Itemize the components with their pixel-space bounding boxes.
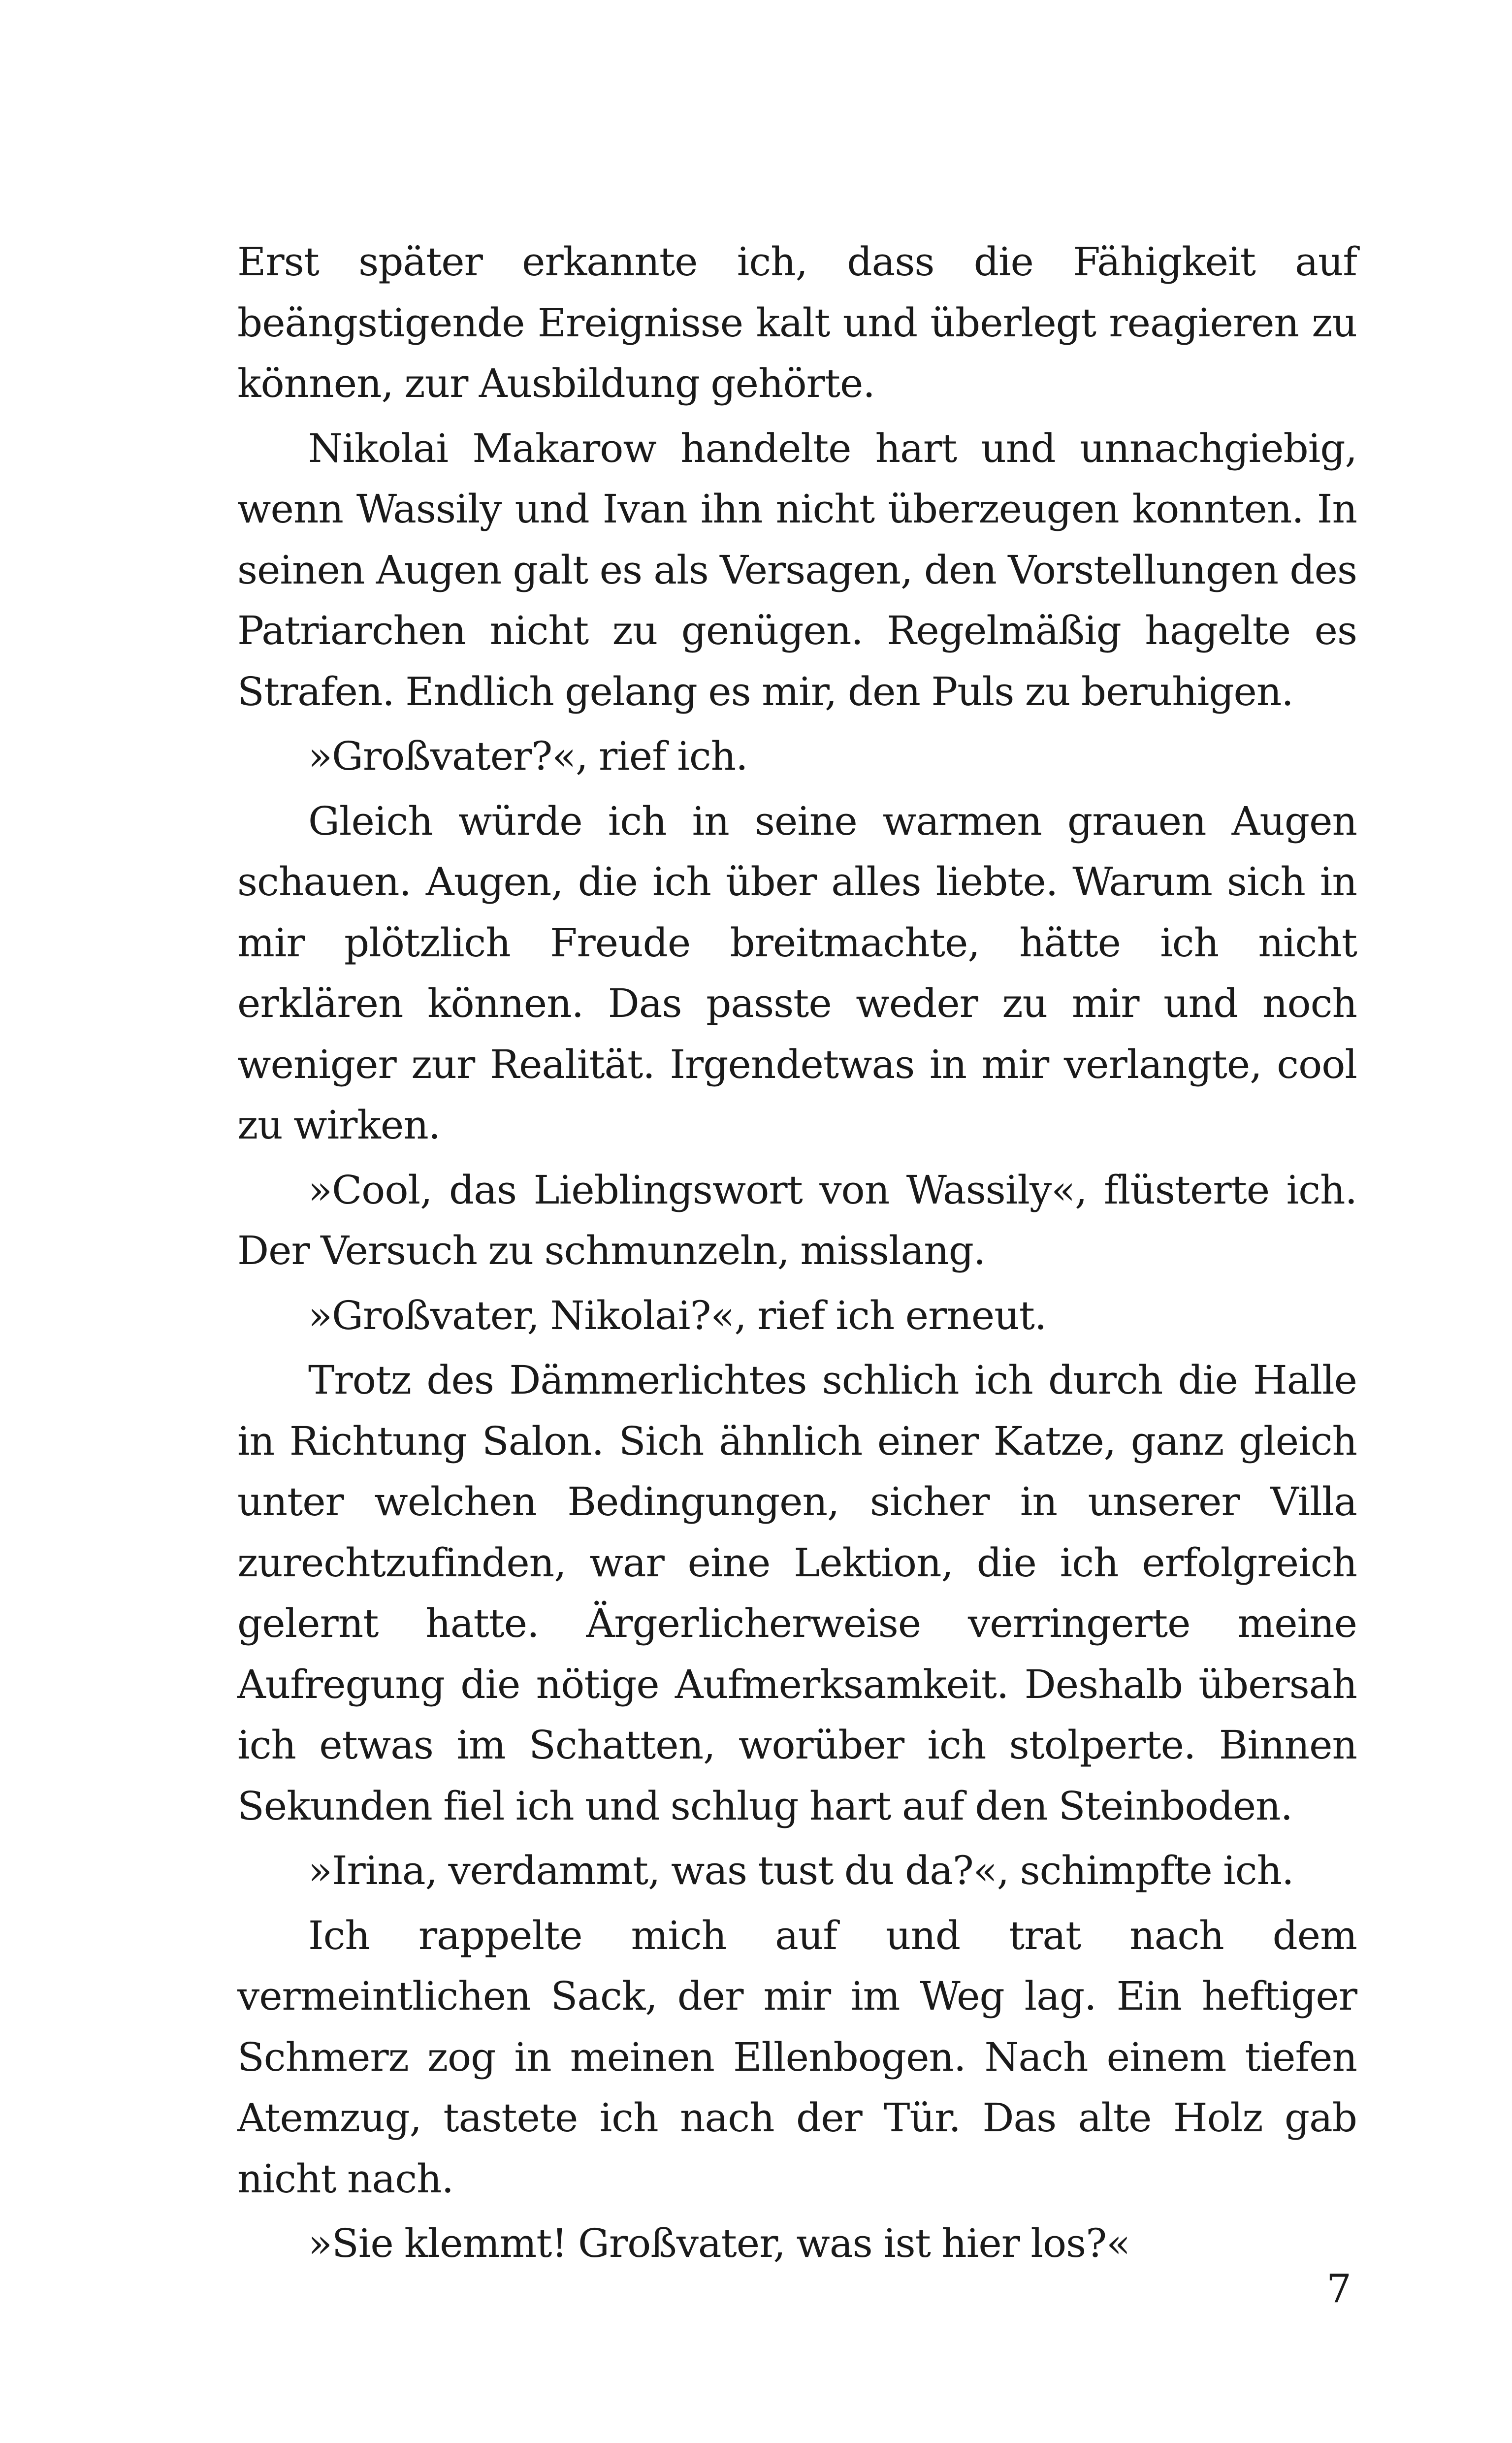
paragraph: Ich rappelte mich auf und trat nach dem vermeintlichen Sack, der mir im Weg lag. Ein heftiger Schmerz zog in meinen Ellenbogen. Nach einem tiefen Atemzug, tastete ich nach der Tür. Das alte Holz gab nicht nach.	[237, 1912, 1357, 2202]
dialogue-line: »Sie klemmt! Großvater, was ist hier los?«	[308, 2220, 1130, 2266]
paragraph: Trotz des Dämmerlichtes schlich ich durch die Halle in Richtung Salon. Sich ähnlich einer Katze, ganz gleich unter welchen Bedingungen, sicher in unserer Villa zurechtzufinden, war eine Lektion, die ich erfolgreich gelernt hatte. Ärgerlicherweise verringerte meine Aufregung die nötige Aufmerksamkeit. Deshalb übersah ich etwas im Schatten, worüber ich stolperte. Binnen Sekunden fiel ich und schlug hart auf den Steinboden.	[237, 1357, 1357, 1829]
paragraph: Gleich würde ich in seine warmen grauen Augen schauen. Augen, die ich über alles liebte. Warum sich in mir plötzlich Freude breitmachte, hätte ich nicht erklären können. Das passte weder zu mir und noch weniger zur Realität. Irgendetwas in mir verlangte, cool zu wirken.	[237, 798, 1357, 1148]
dialogue-line: »Großvater, Nikolai?«, rief ich erneut.	[308, 1292, 1047, 1338]
dialogue-line: »Irina, verdammt, was tust du da?«, schimpfte ich.	[308, 1848, 1294, 1893]
paragraph: Erst später erkannte ich, dass die Fähigkeit auf beängstigende Ereignisse kalt und überlegt reagieren zu können, zur Ausbildung gehörte.	[237, 239, 1357, 406]
body-text	[237, 231, 1357, 2278]
page-number: 7	[1326, 2266, 1351, 2312]
paragraph: »Cool, das Lieblingswort von Wassily«, flüsterte ich. Der Versuch zu schmunzeln, misslang.	[237, 1167, 1357, 1273]
paragraph: Nikolai Makarow handelte hart und unnachgiebig, wenn Wassily und Ivan ihn nicht überzeugen konnten. In seinen Augen galt es als Versagen, den Vorstellungen des Patriarchen nicht zu genügen. Regelmäßig hagelte es Strafen. Endlich gelang es mir, den Puls zu beruhigen.	[237, 425, 1357, 715]
dialogue-line: »Großvater?«, rief ich.	[308, 733, 748, 779]
